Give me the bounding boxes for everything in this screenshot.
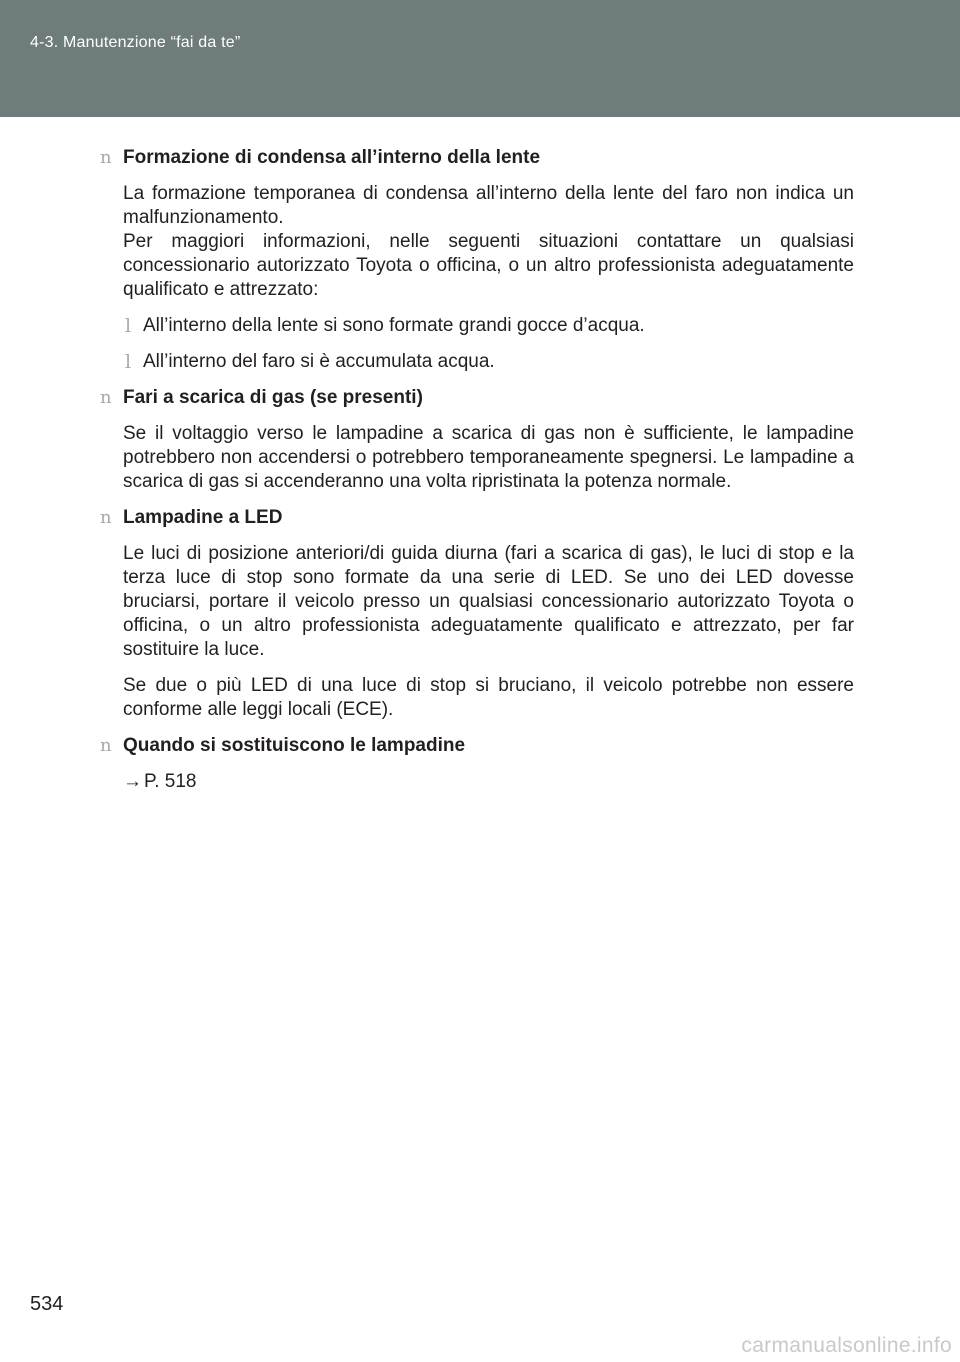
- bullet-icon: l: [125, 315, 132, 337]
- section-heading: [100, 506, 854, 530]
- section-condensation: [100, 146, 854, 374]
- section-heading-text: Lampadine a LED: [123, 507, 283, 528]
- page-reference-link[interactable]: [123, 770, 854, 794]
- bullet-list: [123, 314, 854, 374]
- section-gas-discharge-headlights: [100, 386, 854, 494]
- list-item: [123, 350, 854, 374]
- section-heading-text: Fari a scarica di gas (se presenti): [123, 387, 423, 408]
- paragraph: [123, 182, 854, 302]
- watermark: carmanualsonline.info: [741, 1334, 952, 1357]
- section-breadcrumb: 4-3. Manutenzione “fai da te”: [30, 34, 241, 51]
- list-item-text: All’interno della lente si sono formate grandi gocce d’acqua.: [143, 315, 645, 336]
- header-band: [0, 0, 960, 117]
- page-reference-text: P. 518: [144, 771, 197, 792]
- list-item-text: All’interno del faro si è accumulata acqua.: [143, 351, 495, 372]
- paragraph-text: La formazione temporanea di condensa all’interno della lente del faro non indica un malfunzionamento.: [123, 183, 854, 228]
- paragraph: Le luci di posizione anteriori/di guida diurna (fari a scarica di gas), le luci di stop e la terza luce di stop sono formate da una serie di LED. Se uno dei LED dovesse bruciarsi, portare il veicolo presso un qualsiasi concessionario autorizzato Toyota o officina, o un altro professionista adeguatamente qualificato e attrezzato, per far sostituire la luce.: [123, 543, 854, 660]
- paragraph: Se due o più LED di una luce di stop si bruciano, il veicolo potrebbe non essere conforme alle leggi locali (ECE).: [123, 675, 854, 720]
- list-item: [123, 314, 854, 338]
- page-content: [100, 146, 854, 806]
- section-led-bulbs: [100, 506, 854, 722]
- paragraph-text: Per maggiori informazioni, nelle seguenti situazioni contattare un qualsiasi concessionario autorizzato Toyota o officina, o un altro professionista adeguatamente qualificato e attrezzato:: [123, 231, 854, 300]
- section-heading-text: Formazione di condensa all’interno della lente: [123, 147, 541, 168]
- square-bullet-icon: n: [100, 507, 112, 528]
- square-bullet-icon: n: [100, 735, 112, 756]
- section-heading-text: Quando si sostituiscono le lampadine: [123, 735, 466, 756]
- section-heading: [100, 386, 854, 410]
- square-bullet-icon: n: [100, 147, 112, 168]
- section-heading: [100, 146, 854, 170]
- section-heading: [100, 734, 854, 758]
- square-bullet-icon: n: [100, 387, 112, 408]
- bullet-icon: l: [125, 351, 132, 373]
- paragraph: Se il voltaggio verso le lampadine a scarica di gas non è sufficiente, le lampadine potrebbero non accendersi o potrebbero temporaneamente spegnersi. Le lampadine a scarica di gas si accenderanno una volta ripristinata la potenza normale.: [123, 423, 854, 492]
- arrow-right-icon: →: [123, 771, 142, 792]
- section-replacing-bulbs: [100, 734, 854, 794]
- page-number: 534: [30, 1293, 64, 1315]
